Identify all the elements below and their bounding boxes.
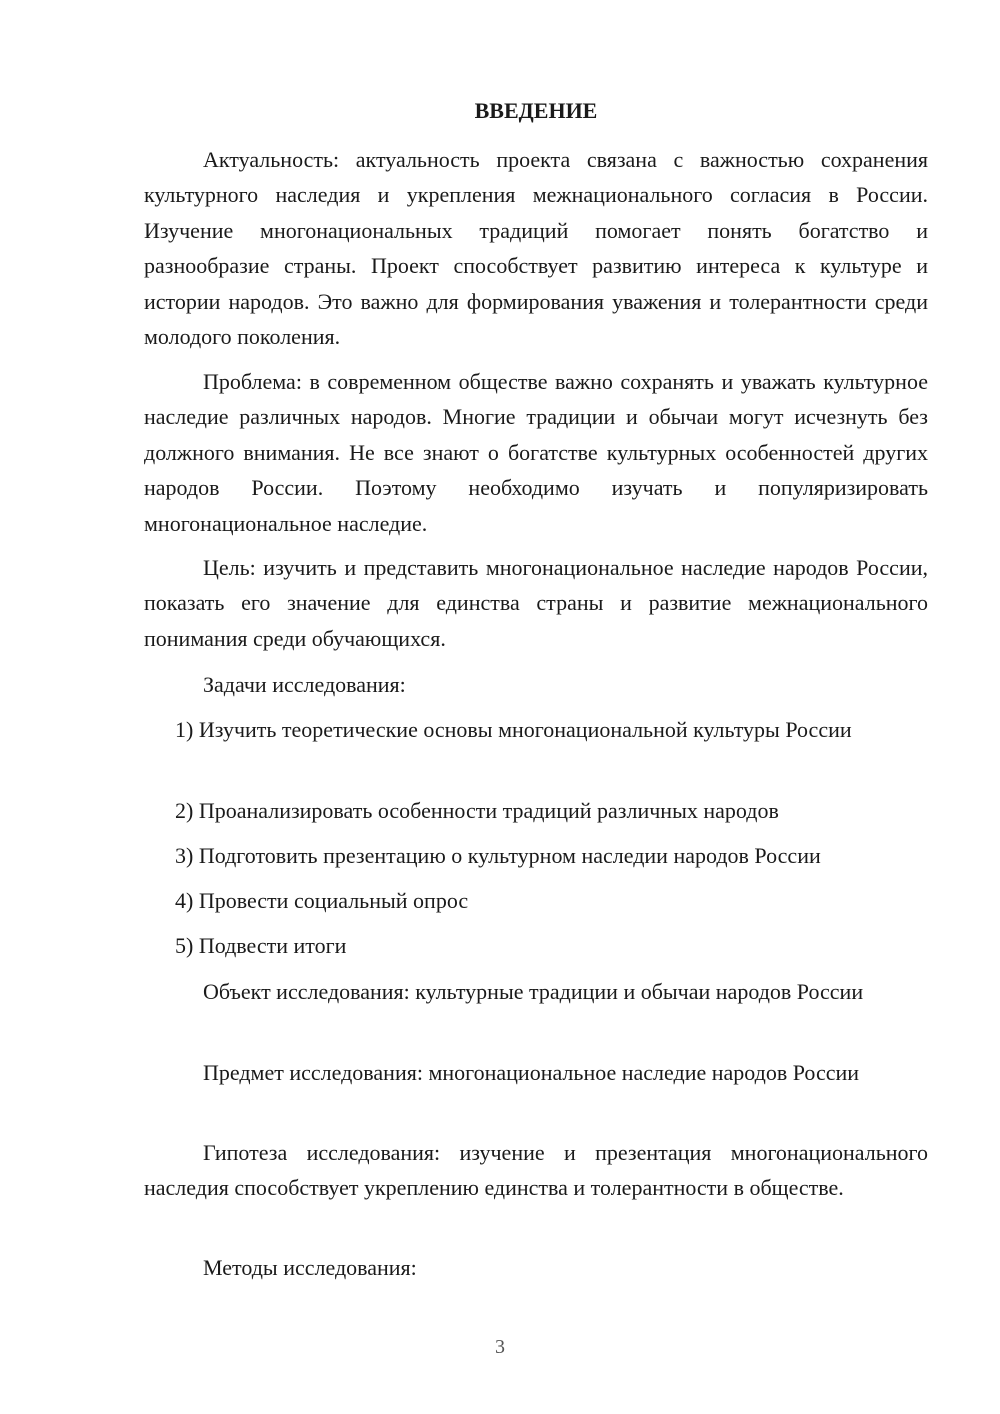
paragraph-object: Объект исследования: культурные традиции и обычаи народов России (203, 979, 864, 1004)
tasks-heading: Задачи исследования: (203, 672, 406, 697)
task-item-2: 2) Проанализировать особенности традиций различных народов (175, 798, 779, 823)
paragraph-problem: Проблема: в современном обществе важно сохранять и уважать культурное наследие различных народов. Многие традиции и обычаи могут исчезнуть без должного внимания. Не все знают о богатстве культурных особенностей других народов России. Поэтому необходимо изучать и популяризировать многонациональное наследие. (144, 369, 928, 536)
methods-heading: Методы исследования: (203, 1255, 417, 1280)
page-number: 3 (495, 1336, 505, 1358)
paragraph-subject: Предмет исследования: многонациональное наследие народов России (203, 1060, 860, 1085)
page-title: ВВЕДЕНИЕ (474, 98, 598, 123)
paragraph-hypothesis: Гипотеза исследования: изучение и презентация многонационального наследия способствует укреплению единства и толерантности в обществе. (144, 1140, 928, 1201)
task-item-1: 1) Изучить теоретические основы многонациональной культуры России (175, 717, 852, 742)
task-item-5: 5) Подвести итоги (175, 933, 347, 958)
paragraph-goal: Цель: изучить и представить многонациональное наследие народов России, показать его значение для единства страны и развитие межнационального понимания среди обучающихся. (144, 555, 928, 651)
task-item-4: 4) Провести социальный опрос (175, 888, 469, 913)
task-item-3: 3) Подготовить презентацию о культурном наследии народов России (175, 843, 821, 868)
paragraph-relevance: Актуальность: актуальность проекта связана с важностью сохранения культурного наследия и укрепления межнационального согласия в России. Изучение многонациональных традиций помогает понять богатство и разнообразие страны. Проект способствует развитию интереса к культуре и истории народов. Это важно для формирования уважения и толерантности среди молодого поколения. (144, 147, 928, 350)
